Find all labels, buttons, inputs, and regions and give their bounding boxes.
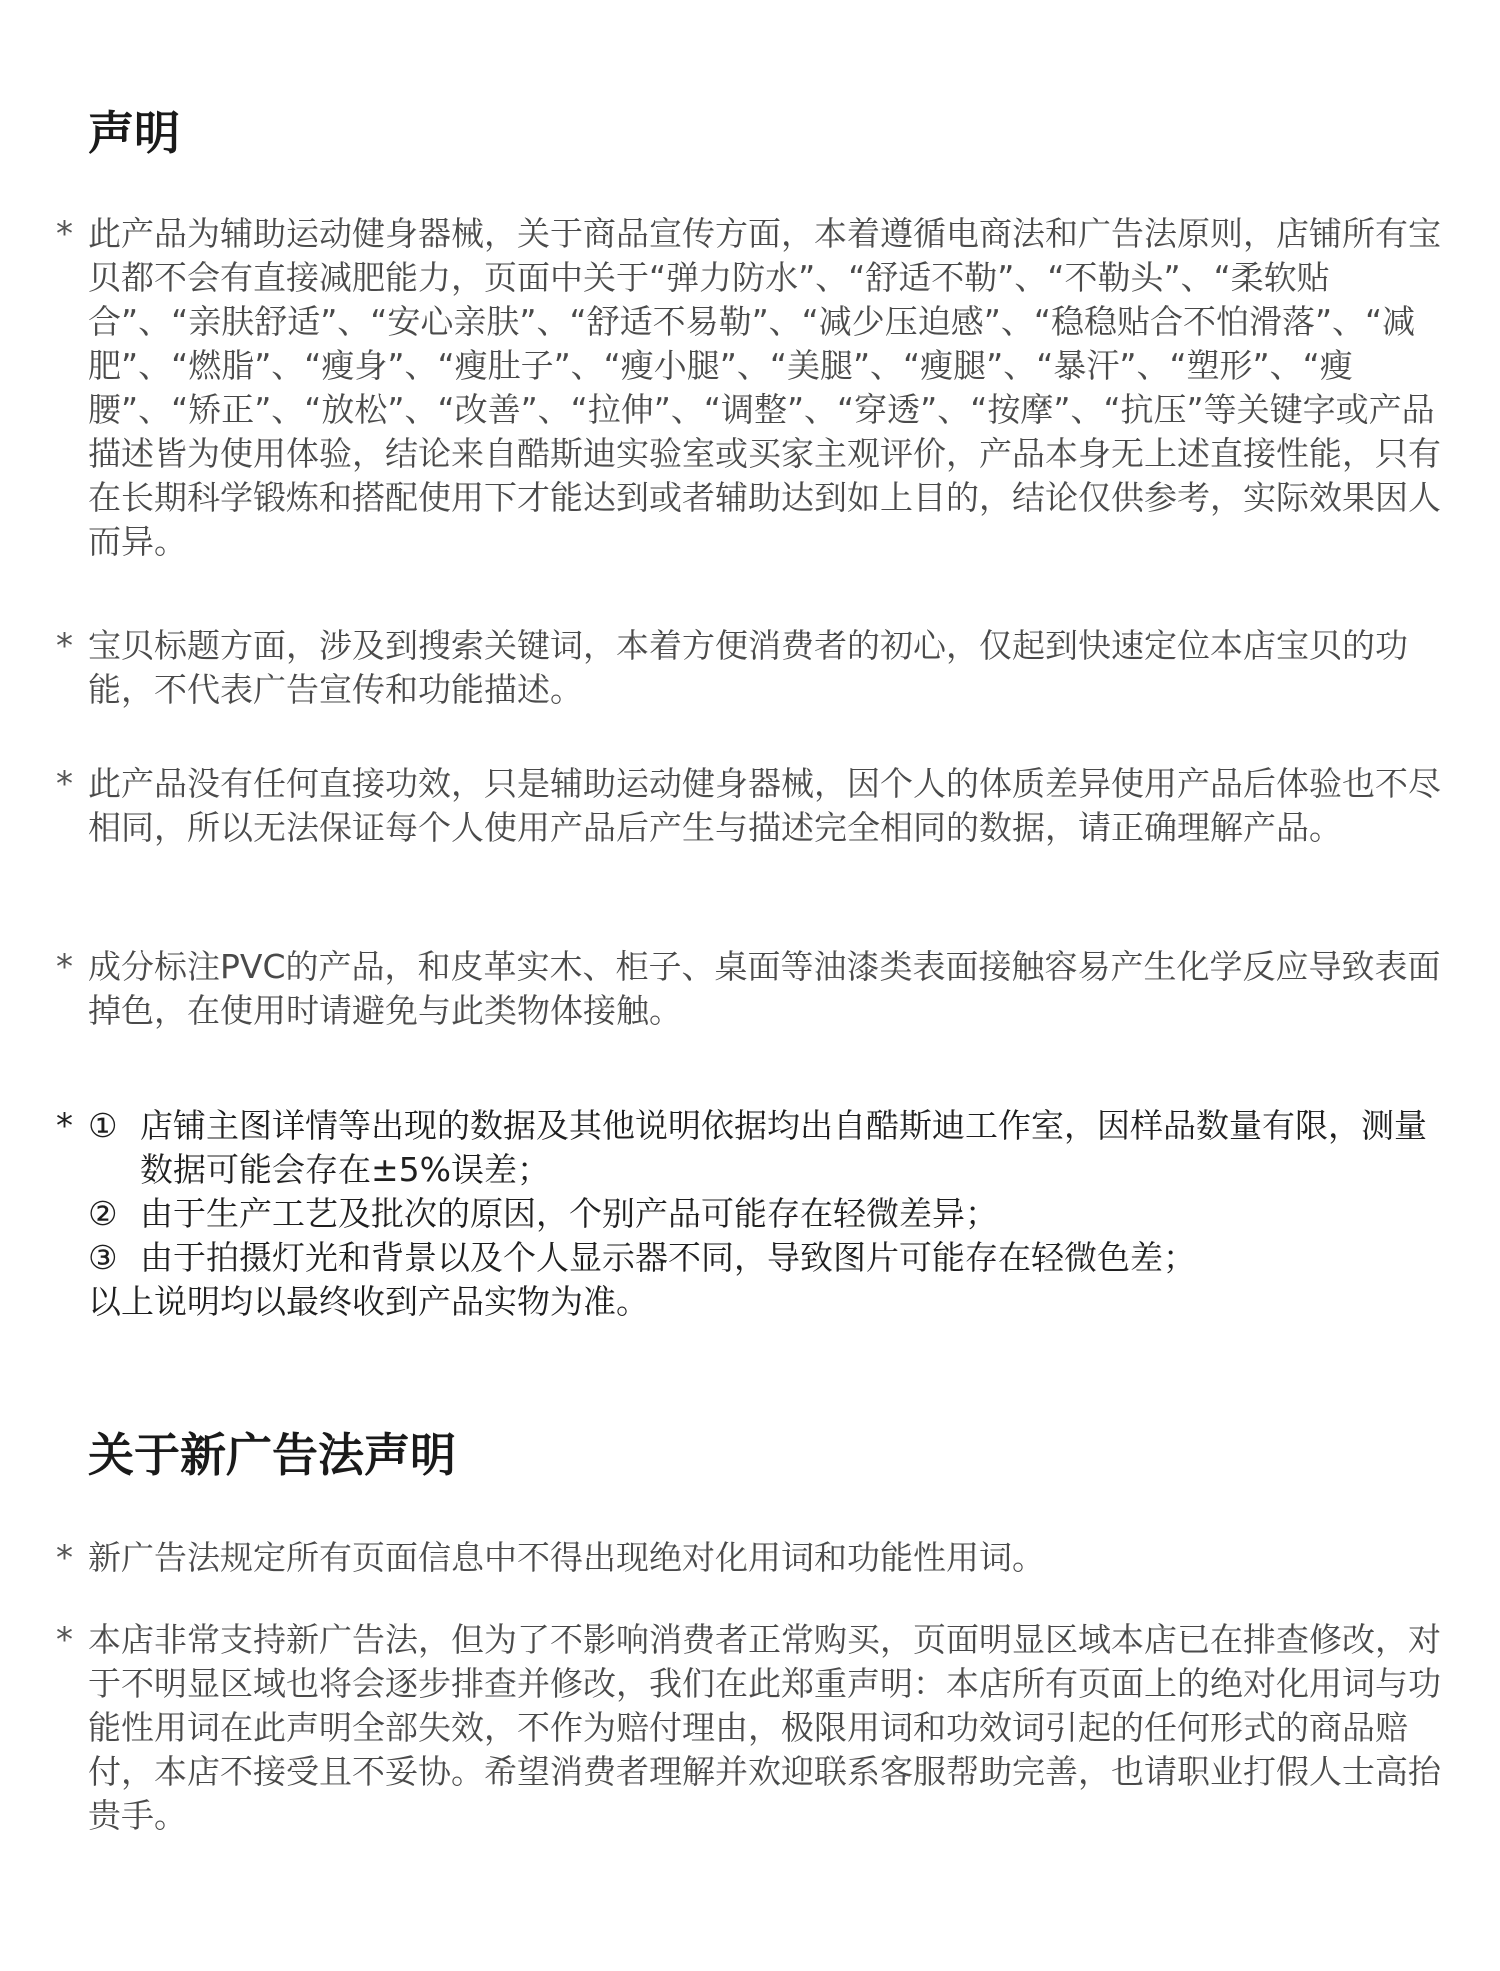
ad-law-paragraph-1 <box>56 1536 1456 1580</box>
note-number: ① <box>88 1106 118 1145</box>
numbered-note-3 <box>88 1236 1456 1280</box>
section-title-declaration: 声明 <box>88 106 180 160</box>
paragraph-text: 此产品为辅助运动健身器械，关于商品宣传方面，本着遵循电商法和广告法原则，店铺所有宝贝都不会有直接减肥能力，页面中关于“弹力防水”、“舒适不勒”、“不勒头”、“柔软贴合”、“亲肤舒适”、“安心亲肤”、“舒适不易勒”、“减少压迫感”、“稳稳贴合不怕滑落”、“减肥”、“燃脂”、“瘦身”、“瘦肚子”、“瘦小腿”、“美腿”、“瘦腿”、“暴汗”、“塑形”、“瘦腰”、“矫正”、“放松”、“改善”、“拉伸”、“调整”、“穿透”、“按摩”、“抗压”等关键字或产品描述皆为使用体验，结论来自酷斯迪实验室或买家主观评价，产品本身无上述直接性能，只有在长期科学锻炼和搭配使用下才能达到或者辅助达到如上目的，结论仅供参考，实际效果因人而异。 <box>88 214 1441 561</box>
bullet-asterisk: * <box>56 1106 73 1146</box>
notes-summary: 以上说明均以最终收到产品实物为准。 <box>88 1282 649 1321</box>
declaration-paragraph-2 <box>56 624 1456 712</box>
numbered-notes-block <box>56 1104 1456 1324</box>
paragraph-text: 本店非常支持新广告法，但为了不影响消费者正常购买，页面明显区域本店已在排查修改，对于不明显区域也将会逐步排查并修改，我们在此郑重声明：本店所有页面上的绝对化用词与功能性用词在此声明全部失效，不作为赔付理由，极限用词和功效词引起的任何形式的商品赔付，本店不接受且不妥协。希望消费者理解并欢迎联系客服帮助完善，也请职业打假人士高抬贵手。 <box>88 1620 1441 1835</box>
bullet-asterisk: * <box>56 214 73 254</box>
note-text: 由于拍摄灯光和背景以及个人显示器不同，导致图片可能存在轻微色差； <box>140 1238 1196 1277</box>
paragraph-text: 成分标注PVC的产品，和皮革实木、柜子、桌面等油漆类表面接触容易产生化学反应导致表面掉色，在使用时请避免与此类物体接触。 <box>88 947 1441 1030</box>
bullet-asterisk: * <box>56 1620 73 1660</box>
note-text: 店铺主图详情等出现的数据及其他说明依据均出自酷斯迪工作室，因样品数量有限，测量数据可能会存在±5%误差； <box>140 1106 1427 1189</box>
bullet-asterisk: * <box>56 1538 73 1578</box>
bullet-asterisk: * <box>56 764 73 804</box>
paragraph-text: 宝贝标题方面，涉及到搜索关键词，本着方便消费者的初心，仅起到快速定位本店宝贝的功能，不代表广告宣传和功能描述。 <box>88 626 1408 709</box>
bullet-asterisk: * <box>56 947 73 987</box>
numbered-note-1 <box>88 1104 1456 1192</box>
declaration-paragraph-1 <box>56 212 1456 564</box>
note-number: ② <box>88 1194 118 1233</box>
note-text: 由于生产工艺及批次的原因，个别产品可能存在轻微差异； <box>140 1194 998 1233</box>
declaration-paragraph-4 <box>56 945 1456 1033</box>
paragraph-text: 此产品没有任何直接功效，只是辅助运动健身器械，因个人的体质差异使用产品后体验也不尽相同，所以无法保证每个人使用产品后产生与描述完全相同的数据，请正确理解产品。 <box>88 764 1441 847</box>
declaration-paragraph-3 <box>56 762 1456 850</box>
bullet-asterisk: * <box>56 626 73 666</box>
paragraph-text: 新广告法规定所有页面信息中不得出现绝对化用词和功能性用词。 <box>88 1538 1045 1577</box>
numbered-notes <box>88 1104 1456 1324</box>
numbered-note-2 <box>88 1192 1456 1236</box>
section-title-ad-law: 关于新广告法声明 <box>88 1428 456 1482</box>
ad-law-paragraph-2 <box>56 1618 1456 1838</box>
note-number: ③ <box>88 1238 118 1277</box>
